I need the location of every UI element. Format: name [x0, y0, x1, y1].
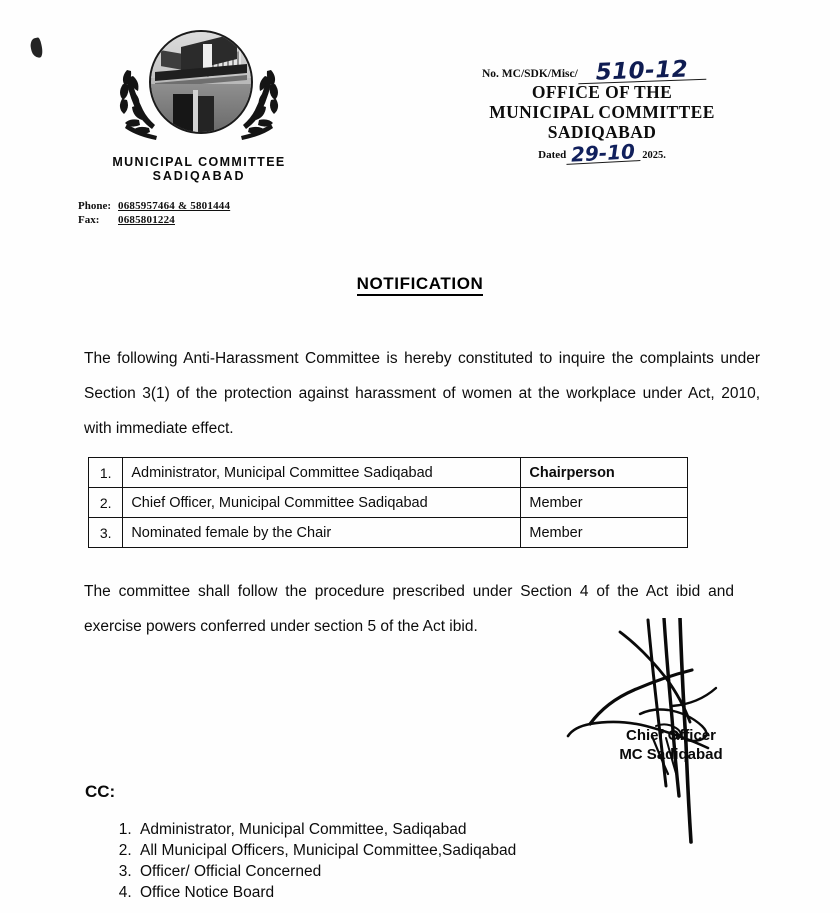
letterhead-org-line1: MUNICIPAL COMMITTEE [112, 155, 286, 169]
list-item: 3. Officer/ Official Concerned [136, 861, 656, 882]
intro-paragraph: The following Anti-Harassment Committee is hereby constituted to inquire the complaints under Section 3(1) of the protection against harassment of women at the workplace under Act, 2010, with immediate effect. [84, 350, 760, 437]
dated-value-handwritten: 29-10 [566, 143, 641, 165]
row-role: Member [521, 518, 688, 548]
table-row [89, 518, 688, 548]
phone-value: 0685957464 & 5801444 [118, 200, 231, 212]
phone-row [78, 199, 324, 213]
cc-list [106, 819, 656, 903]
office-header [452, 56, 752, 167]
row-designation: Administrator, Municipal Committee Sadiqabad [123, 458, 521, 488]
dated-label: Dated [538, 149, 567, 161]
fax-label: Fax: [78, 214, 100, 226]
table-row [89, 488, 688, 518]
signatory-title: Chief Officer [625, 727, 716, 744]
dated-line [452, 139, 752, 167]
row-designation: Chief Officer, Municipal Committee Sadiqabad [123, 488, 521, 518]
row-index: 1. [89, 458, 123, 488]
procedure-paragraph: The committee shall follow the procedure prescribed under Section 4 of the Act ibid and exercise powers conferred under section 5 of the Act ibid. [84, 583, 734, 635]
fax-value: 0685801224 [118, 214, 175, 226]
reference-label: No. MC/SDK/Misc/ [482, 68, 578, 80]
signature-caption [556, 726, 786, 764]
emblem-building-photo [149, 30, 253, 134]
contact-details [78, 199, 324, 227]
reference-number-line [452, 56, 752, 86]
row-index: 2. [89, 488, 123, 518]
page-title [0, 274, 840, 294]
reference-number-handwritten: 510-12 [578, 60, 707, 84]
fax-row [78, 213, 324, 227]
office-title-line2: MUNICIPAL COMMITTEE [489, 102, 715, 122]
scan-smudge-artifact [29, 37, 44, 59]
cc-label: CC: [85, 782, 116, 801]
municipal-emblem-icon [123, 28, 275, 158]
list-item: 4. Office Notice Board [136, 882, 656, 903]
table-row [89, 458, 688, 488]
committee-table [88, 457, 688, 548]
row-role: Member [521, 488, 688, 518]
list-item: 2. All Municipal Officers, Municipal Committee,Sadiqabad [136, 840, 656, 861]
letterhead-organization [74, 155, 324, 183]
row-role: Chairperson [521, 458, 688, 488]
signature-block [556, 618, 816, 848]
row-designation: Nominated female by the Chair [123, 518, 521, 548]
office-title-line3: SADIQABAD [547, 122, 657, 142]
page-title-text: NOTIFICATION [357, 274, 484, 296]
row-index: 3. [89, 518, 123, 548]
dated-year: 2025. [642, 150, 666, 161]
phone-label: Phone: [78, 200, 111, 212]
office-title-line1: OFFICE OF THE [531, 82, 673, 102]
letterhead [74, 28, 324, 227]
signatory-office: MC Sadiqabad [619, 746, 723, 763]
letterhead-org-line2: SADIQABAD [152, 169, 246, 183]
list-item: 1. Administrator, Municipal Committee, Sadiqabad [136, 819, 656, 840]
committee-table-body [89, 458, 688, 548]
